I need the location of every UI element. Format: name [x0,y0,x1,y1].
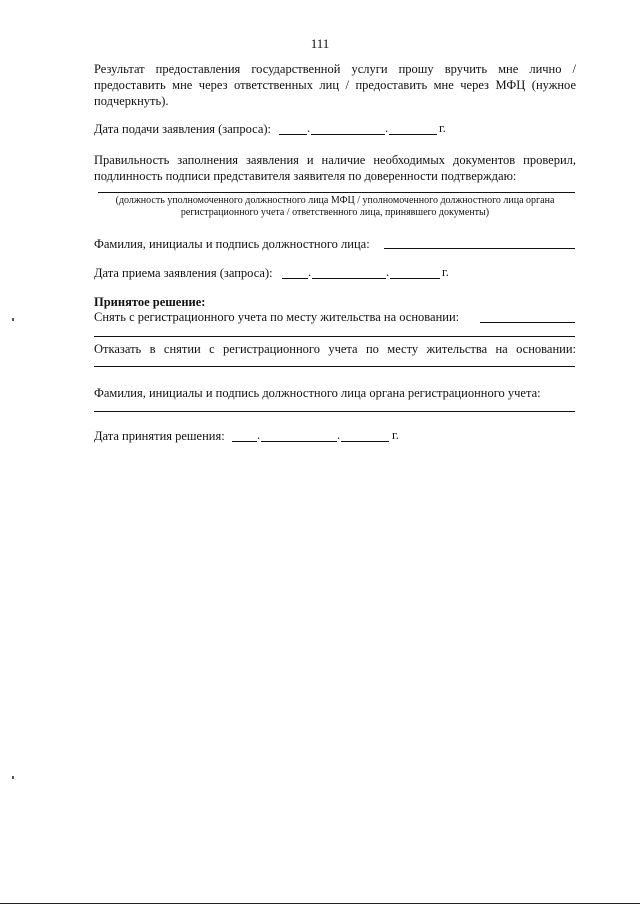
decision-date-sep2: . [337,428,341,442]
receipt-date-year-line[interactable] [390,278,440,279]
remove-basis-line-2[interactable] [94,336,575,337]
receipt-date-label: Дата приема заявления (запроса): [94,266,273,280]
official-signature-line[interactable] [384,248,575,249]
page-bottom-edge [0,903,640,904]
decision-date-sep1: . [257,428,261,442]
remove-basis-label: Снять с регистрационного учета по месту жительства на основании: [94,310,460,324]
page-number: 111 [310,36,330,51]
official-signature-label: Фамилия, инициалы и подпись должностного лица: [94,237,370,251]
decision-date-year-line[interactable] [341,441,389,442]
decision-date-day-line[interactable] [232,441,257,442]
decision-heading: Принятое решение: [94,295,206,309]
receipt-date-suffix: г. [442,265,449,279]
submission-date-label: Дата подачи заявления (запроса): [94,122,272,136]
submission-date-day-line[interactable] [279,134,307,135]
submission-date-sep2: . [385,121,389,135]
verification-paragraph: Правильность заполнения заявления и наличие необходимых документов проверил, подлинность подписи представителя заявителя по доверенности подтверждаю: [94,153,576,183]
refuse-basis-row [94,341,576,357]
official-signature-row [94,236,576,252]
official-position-line[interactable] [98,192,575,193]
receipt-date-sep2: . [386,265,390,279]
submission-date-year-line[interactable] [389,134,437,135]
refuse-basis-line[interactable] [94,366,575,367]
receipt-date-month-line[interactable] [312,278,386,279]
receipt-date-sep1: . [308,265,312,279]
decision-date-suffix: г. [392,428,399,442]
decision-date-month-line[interactable] [261,441,337,442]
remove-basis-line-1[interactable] [480,322,575,323]
registration-official-label: Фамилия, инициалы и подпись должностного лица органа регистрационного учета: [94,386,541,400]
submission-date-suffix: г. [439,121,446,135]
official-position-caption: (должность уполномоченного должностного лица МФЦ / уполномоченного должностного лица органа регистрационного учета / ответственного лица, принявшего документы) [115,195,555,218]
registration-official-line[interactable] [94,411,575,412]
submission-date-month-line[interactable] [311,134,385,135]
receipt-date-day-line[interactable] [282,278,308,279]
refuse-basis-label: Отказать в снятии с регистрационного учета по месту жительства на основании: [94,342,576,356]
delivery-request-paragraph: Результат предоставления государственной услуги прошу вручить мне лично / предоставить мне через ответственных лиц / предоставить мне через МФЦ (нужное подчеркнуть). [94,62,576,108]
submission-date-sep1: . [307,121,311,135]
scan-speck [12,776,14,779]
registration-official-row [94,385,576,401]
scan-speck [12,318,14,321]
decision-date-label: Дата принятия решения: [94,429,225,443]
